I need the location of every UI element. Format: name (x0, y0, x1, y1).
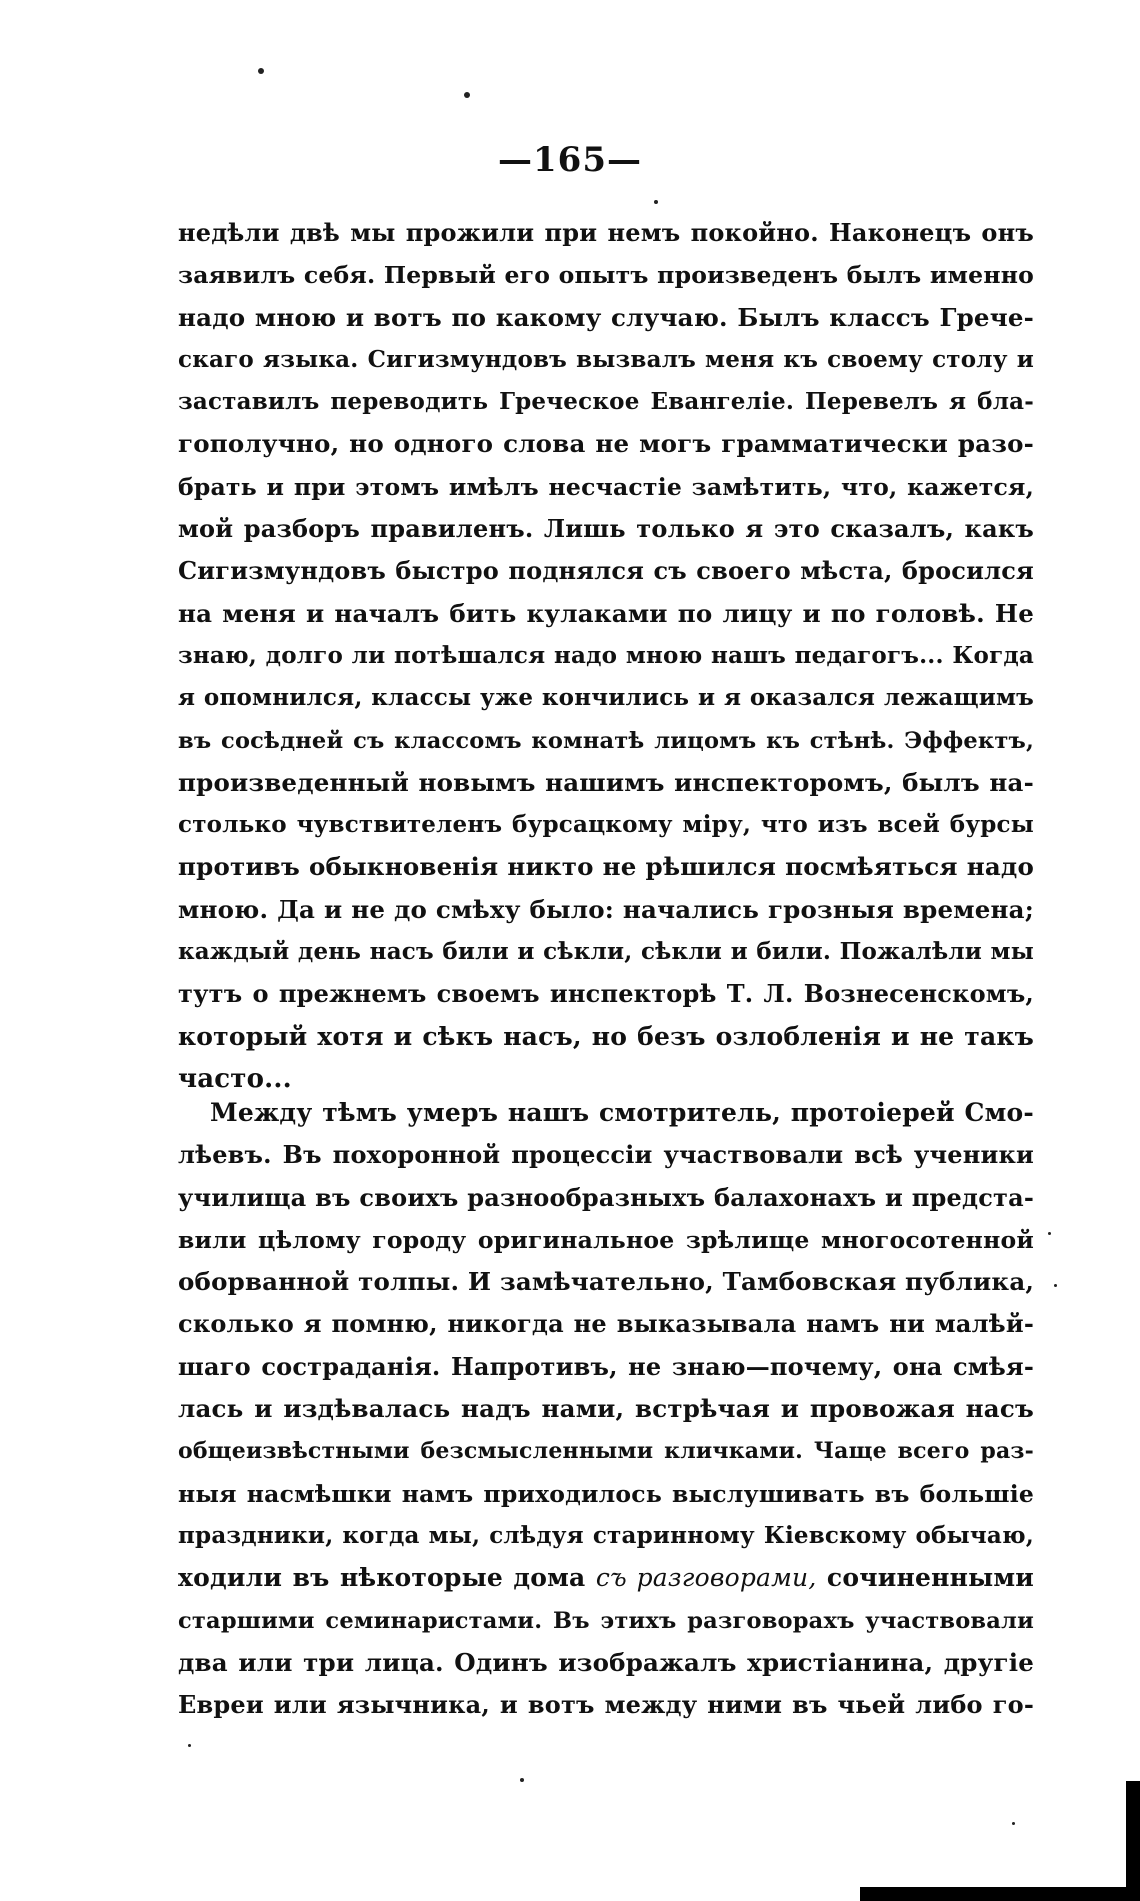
text-line: часто... (178, 1063, 292, 1094)
text-line: оборванной толпы. И замѣчательно, Тамбовская публика, (178, 1267, 1035, 1297)
text-line: произведенный новымъ нашимъ инспекторомъ, былъ на- (178, 767, 1034, 797)
italic-phrase: съ разговорами, (595, 1563, 817, 1593)
paragraph-2 (178, 1092, 1034, 1726)
text-segment: ходили въ нѣкоторые дома (178, 1563, 596, 1593)
text-line: заявилъ себя. Первый его опытъ произведенъ былъ именно (178, 261, 1034, 290)
scan-speck (1048, 1232, 1051, 1235)
text-line: гополучно, но одного слова не могъ грамматически разо- (178, 429, 1034, 459)
text-line: училища въ своихъ разнообразныхъ балахонахъ и предста- (178, 1182, 1034, 1212)
text-line: брать и при этомъ имѣлъ несчастіе замѣтить, что, кажется, (178, 472, 1034, 501)
scan-edge-shadow (860, 1887, 1140, 1901)
text-line: лась и издѣвалась надъ нами, встрѣчая и провожая насъ (178, 1394, 1034, 1424)
scan-speck (188, 1744, 191, 1747)
text-line: общеизвѣстными безсмысленными кличками. Чаще всего раз- (178, 1438, 1034, 1465)
text-line: столько чувствителенъ бурсацкому міру, что изъ всей бурсы (178, 811, 1034, 839)
text-line: старшими семинаристами. Въ этихъ разговорахъ участвовали (178, 1607, 1034, 1634)
text-line: два или три лица. Одинъ изображалъ христіанина, другіе (178, 1647, 1034, 1677)
text-line: шаго состраданія. Напротивъ, не знаю—почему, она смѣя- (178, 1351, 1034, 1381)
text-line: вили цѣлому городу оригинальное зрѣлище многосотенной (178, 1225, 1034, 1254)
scan-speck (464, 92, 470, 98)
text-segment: сочиненными (816, 1563, 1034, 1593)
scan-speck (654, 200, 658, 204)
text-line: мною. Да и не до смѣху было: начались грозныя времена; (178, 894, 1034, 924)
text-line: въ сосѣдней съ классомъ комнатѣ лицомъ къ стѣнѣ. Эффектъ, (178, 727, 1034, 754)
text-line: лѣевъ. Въ похоронной процессіи участвовали всѣ ученики (178, 1140, 1034, 1170)
scan-speck (520, 1778, 524, 1782)
text-line: который хотя и сѣкъ насъ, но безъ озлобленія и не такъ (178, 1021, 1034, 1051)
text-line: Сигизмундовъ быстро поднялся съ своего мѣста, бросился (178, 556, 1034, 586)
scan-edge-shadow (1126, 1781, 1140, 1901)
text-line: праздники, когда мы, слѣдуя старинному Кіевскому обычаю, (178, 1521, 1034, 1549)
text-line: Евреи или язычника, и вотъ между ними въ чьей либо го- (178, 1690, 1034, 1720)
text-line: на меня и началъ бить кулаками по лицу и по головѣ. Не (178, 598, 1034, 628)
text-line: ныя насмѣшки намъ приходилось выслушивать въ большіе (178, 1479, 1034, 1508)
text-line: сколько я помню, никогда не выказывала намъ ни малѣй- (178, 1309, 1034, 1339)
text-line: я опомнился, классы уже кончились и я оказался лежащимъ (178, 684, 1034, 712)
text-line: недѣли двѣ мы прожили при немъ покойно. Наконецъ онъ (178, 218, 1034, 247)
text-line: надо мною и вотъ по какому случаю. Былъ классъ Грече- (178, 302, 1034, 332)
scan-speck (1054, 1284, 1057, 1287)
page-number: —165— (498, 140, 642, 180)
text-line: Между тѣмъ умеръ нашъ смотритель, протоіерей Смо- (210, 1098, 1034, 1127)
text-line: мой разборъ правиленъ. Лишь только я это сказалъ, какъ (178, 514, 1034, 544)
scan-speck (258, 68, 264, 74)
text-line: знаю, долго ли потѣшался надо мною нашъ педагогъ... Когда (178, 641, 1034, 669)
text-line: каждый день насъ били и сѣкли, сѣкли и били. Пожалѣли мы (178, 938, 1034, 966)
text-line: скаго языка. Сигизмундовъ вызвалъ меня къ своему столу и (178, 345, 1034, 373)
text-line: тутъ о прежнемъ своемъ инспекторѣ Т. Л. Вознесенскомъ, (178, 979, 1034, 1009)
text-line-with-italic (178, 1557, 1034, 1599)
scan-speck (1012, 1822, 1015, 1825)
text-line: противъ обыкновенія никто не рѣшился посмѣяться надо (178, 852, 1034, 882)
paragraph-1 (178, 212, 1034, 1100)
text-line: заставилъ переводить Греческое Евангеліе. Перевелъ я бла- (178, 388, 1034, 416)
